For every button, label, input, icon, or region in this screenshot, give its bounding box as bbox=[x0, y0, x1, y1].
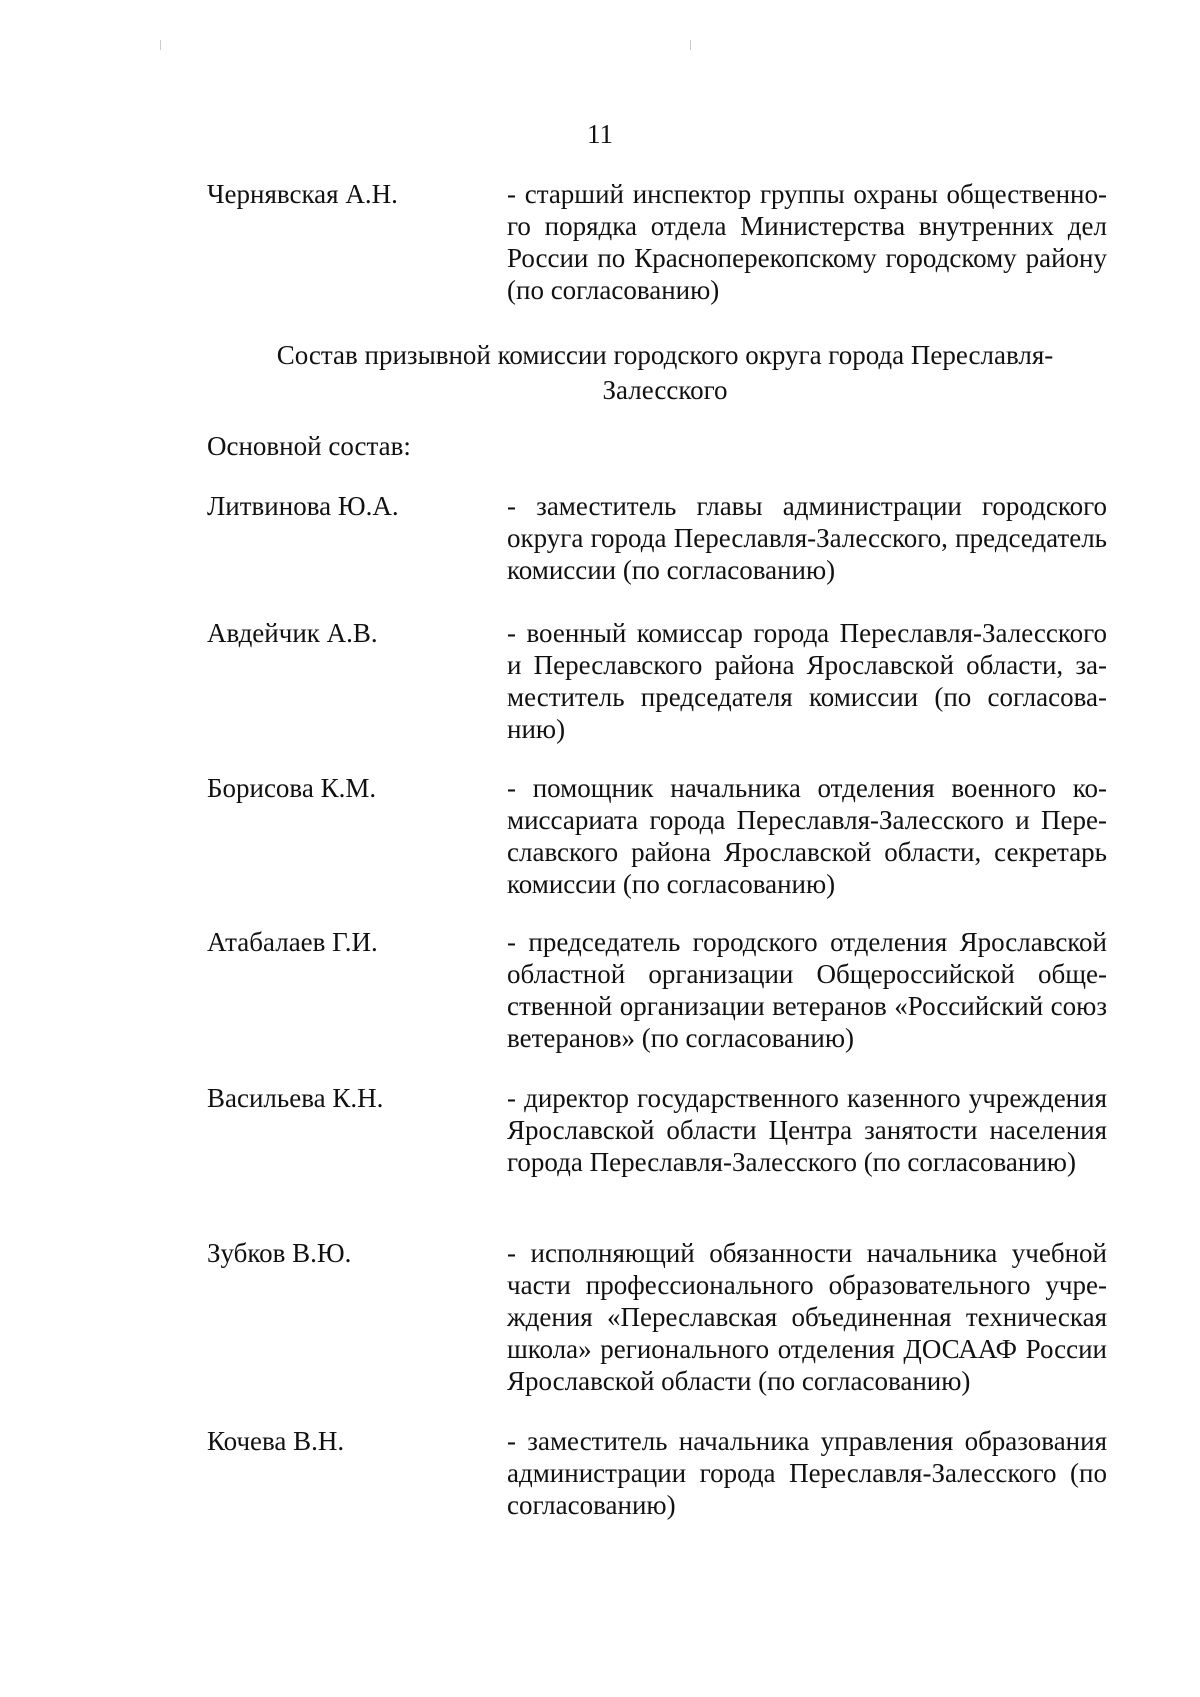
member-name: Чернявская А.Н. bbox=[207, 179, 398, 209]
member-name: Атабалаев Г.И. bbox=[207, 927, 378, 957]
scan-artifact bbox=[690, 40, 691, 50]
member-role: - помощник начальника отделения военного комиссариата города Переславля-Залесского и Переславского района Ярославской области, секретарь комиссии (по согласованию) bbox=[507, 773, 1107, 899]
member-role: - исполняющий обязанности начальника учебной части профессионального образовательного учреждения «Переславская объединенная техническая школа» регионального отделения ДОСААФ России Ярославской области (по согласованию) bbox=[507, 1238, 1107, 1396]
member-role: - заместитель начальника управления образования администрации города Переславля-Залесского (по согласованию) bbox=[507, 1426, 1107, 1520]
member-role: - директор государственного казенного учреждения Ярославской области Центра занятости населения города Переславля-Залесского (по согласованию) bbox=[507, 1083, 1107, 1177]
member-name: Васильева К.Н. bbox=[207, 1083, 384, 1113]
member-name: Зубков В.Ю. bbox=[207, 1238, 352, 1268]
member-role: - заместитель главы администрации городского округа города Переславля-Залесского, председатель комиссии (по согласованию) bbox=[507, 491, 1107, 585]
member-role: - председатель городского отделения Ярославской областной организации Общероссийской общественной организации ветеранов «Российский союз ветеранов» (по согласованию) bbox=[507, 927, 1107, 1053]
member-name: Литвинова Ю.А. bbox=[207, 491, 399, 521]
page-number: 11 bbox=[587, 119, 613, 149]
section-subheading: Основной состав: bbox=[207, 431, 411, 461]
member-role: - старший инспектор группы охраны общественного порядка отдела Министерства внутренних дел России по Красноперекопскому городскому району (по согласованию) bbox=[507, 179, 1107, 305]
member-name: Авдейчик А.В. bbox=[207, 618, 378, 648]
section-heading: Состав призывной комиссии городского округа города Переславля-Залесского bbox=[276, 340, 1054, 405]
scan-artifact bbox=[160, 40, 161, 50]
member-name: Кочева В.Н. bbox=[207, 1426, 345, 1456]
member-role: - военный комиссар города Переславля-Залесского и Переславского района Ярославской области, заместитель председателя комиссии (по согласованию) bbox=[507, 618, 1107, 744]
member-name: Борисова К.М. bbox=[207, 773, 377, 803]
